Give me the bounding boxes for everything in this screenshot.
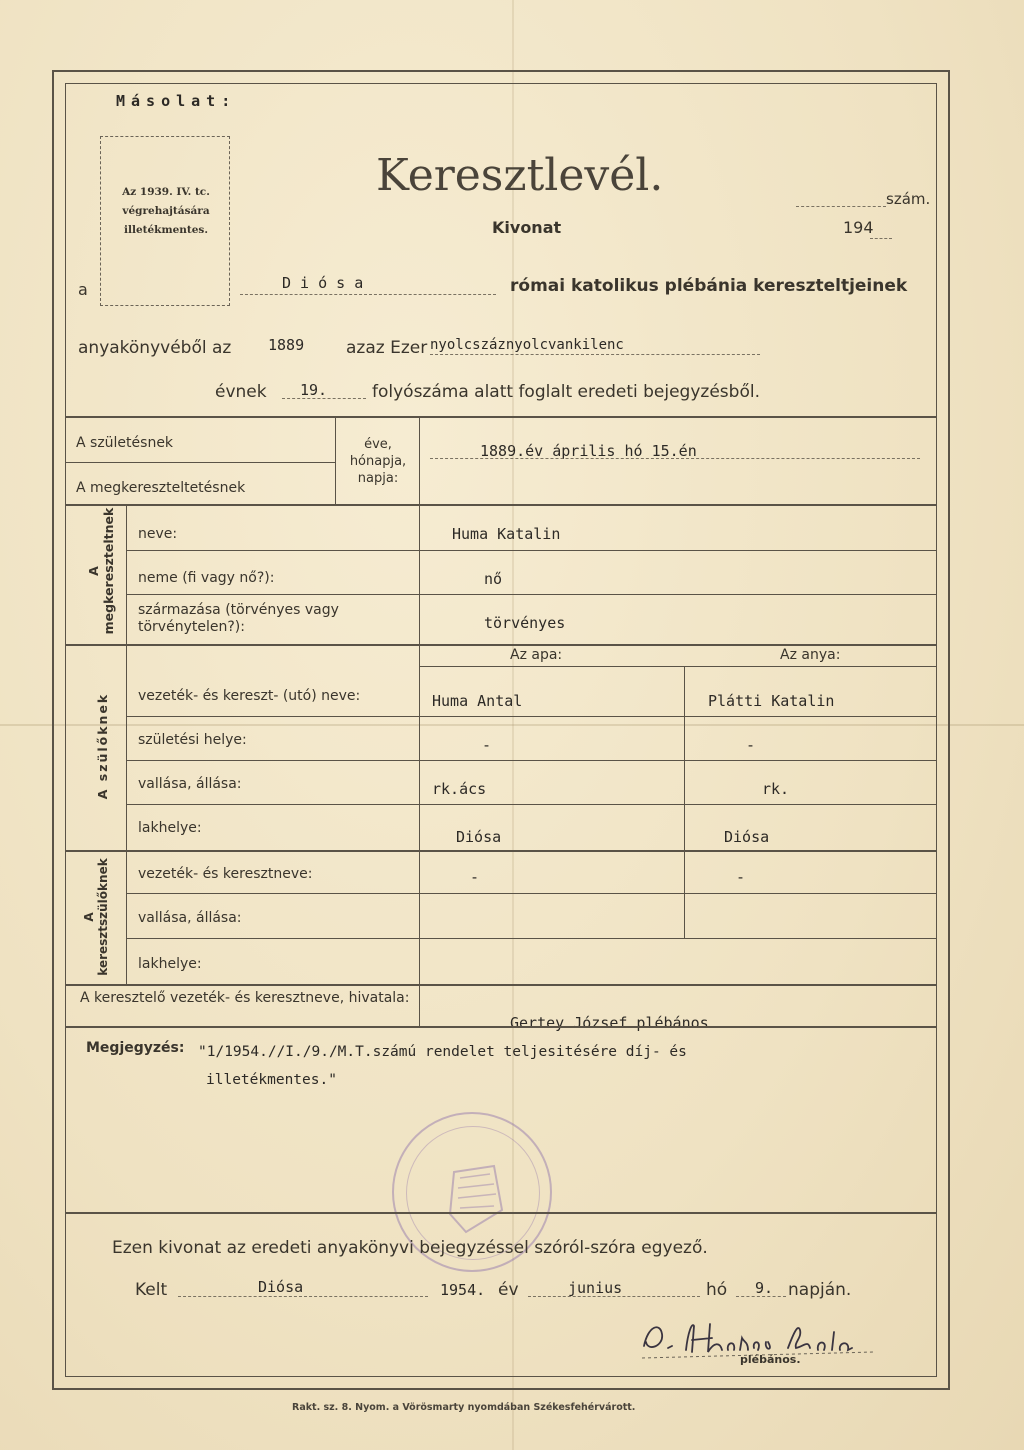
- baptized-side-label: A megkereszteltnek: [86, 507, 116, 635]
- ho-label: hó: [706, 1280, 728, 1300]
- date-labels: éve, hónapja, napja:: [349, 437, 407, 486]
- mother-residence: Diósa: [724, 828, 770, 846]
- year-prefix: 194: [843, 218, 874, 237]
- gender-label: neme (fi vagy nő?):: [138, 570, 275, 586]
- issue-place: Diósa: [258, 1278, 304, 1296]
- godparent-residence-label: lakhelye:: [138, 956, 202, 972]
- birth-date-value: 1889.év április hó 15.én: [480, 442, 697, 460]
- mother-header: Az anya:: [780, 647, 841, 663]
- residence-label: lakhelye:: [138, 820, 202, 836]
- father-birthplace: -: [482, 736, 492, 754]
- father-header: Az apa:: [510, 647, 563, 663]
- parents-side-label: A szülőknek: [95, 692, 110, 800]
- remarks-label: Megjegyzés:: [86, 1040, 185, 1056]
- number-suffix: szám.: [886, 190, 931, 208]
- entry-suffix: folyószáma alatt foglalt eredeti bejegyzésből.: [372, 382, 760, 402]
- entry-number: 19.: [300, 381, 328, 399]
- fee-exemption-box: [100, 136, 230, 306]
- father-residence: Diósa: [456, 828, 502, 846]
- certification-text: Ezen kivonat az eredeti anyakönyvi bejegyzéssel szóról-szóra egyező.: [112, 1238, 708, 1258]
- parish-name: D i ó s a: [282, 274, 364, 292]
- origin-label: származása (törvényes vagy törvénytelen?):: [138, 602, 339, 635]
- remarks-line-2: illetékmentes.": [206, 1072, 337, 1088]
- baptism-label: A megkereszteltetésnek: [76, 480, 246, 496]
- issue-month: junius: [568, 1279, 623, 1297]
- parish-suffix: római katolikus plébánia kereszteltjeinek: [510, 276, 908, 296]
- printer-note: Rakt. sz. 8. Nyom. a Vörösmarty nyomdában Székesfehérvárott.: [292, 1402, 636, 1413]
- godparents-side-label: A keresztszülőknek: [82, 858, 110, 976]
- document-title: Keresztlevél.: [376, 150, 664, 201]
- napjan-label: napján.: [788, 1280, 852, 1300]
- issue-day: 9.: [755, 1279, 774, 1297]
- issue-year: 1954.: [440, 1281, 486, 1299]
- register-year: 1889: [268, 336, 305, 354]
- register-prefix: anyakönyvéből az: [78, 338, 232, 358]
- mother-name: Plátti Katalin: [708, 692, 835, 710]
- baptized-name-value: Huma Katalin: [452, 525, 561, 543]
- origin-value: törvényes: [484, 614, 566, 632]
- priest-label: A keresztelő vezeték- és keresztneve, hivatala:: [80, 990, 410, 1006]
- birthplace-label: születési helye:: [138, 732, 247, 748]
- copy-label: Másolat:: [116, 92, 237, 110]
- intro-evnek: évnek: [215, 382, 267, 402]
- signer-title: plébános.: [740, 1353, 801, 1366]
- mother-birthplace: -: [746, 736, 756, 754]
- godfather-name: -: [470, 868, 480, 886]
- kelt-label: Kelt: [135, 1280, 168, 1300]
- document-subtitle: Kivonat: [492, 218, 562, 237]
- register-year-words: nyolcszáznyolcvankilenc: [430, 337, 624, 353]
- godmother-name: -: [736, 868, 746, 886]
- parent-name-label: vezeték- és kereszt- (utó) neve:: [138, 688, 361, 704]
- intro-a: a: [78, 280, 88, 299]
- priest-value: Gertey József plébános: [510, 1014, 709, 1032]
- fee-exemption-text: Az 1939. IV. tc. végrehajtására illetékmentes.: [122, 186, 210, 236]
- remarks-line-1: "1/1954.//I./9./M.T.számú rendelet teljesitésére díj- és: [198, 1044, 687, 1060]
- godparent-name-label: vezeték- és keresztneve:: [138, 866, 313, 882]
- ev-label: év: [498, 1280, 519, 1300]
- religion-label: vallása, állása:: [138, 776, 242, 792]
- mother-religion: rk.: [762, 780, 790, 798]
- father-name: Huma Antal: [432, 692, 523, 710]
- godparent-religion-label: vallása, állása:: [138, 910, 242, 926]
- register-mid: azaz Ezer: [346, 338, 428, 358]
- name-label: neve:: [138, 526, 178, 542]
- father-religion: rk.ács: [432, 780, 487, 798]
- gender-value: nő: [484, 570, 503, 588]
- birth-label: A születésnek: [76, 435, 174, 451]
